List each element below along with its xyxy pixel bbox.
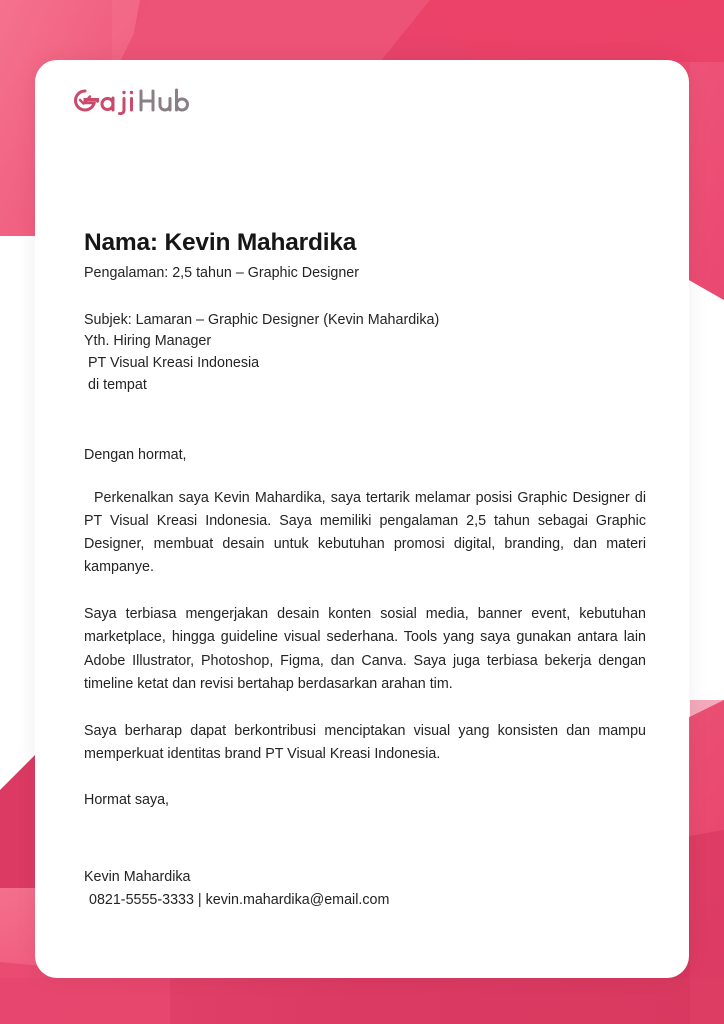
letter-content — [84, 228, 646, 912]
address-block — [84, 310, 646, 397]
signature-name: Kevin Mahardika — [84, 869, 191, 886]
body-paragraph-1: Perkenalkan saya Kevin Mahardika, saya tertarik melamar posisi Graphic Designer di PT Visual Kreasi Indonesia. Saya memiliki pengalaman 2,5 tahun sebagai Graphic Designer, membuat desain untuk kebutuhan promosi digital, branding, dan materi kampanye. — [84, 489, 646, 576]
gajihub-logo-mark — [65, 86, 190, 116]
gajihub-logo — [65, 84, 190, 118]
subject-line: Subjek: Lamaran – Graphic Designer (Kevin Mahardika) — [84, 311, 440, 328]
recipient-place: di tempat — [88, 376, 147, 393]
salutation: Dengan hormat, — [84, 446, 187, 463]
closing-line: Hormat saya, — [84, 792, 170, 809]
signature-contact: 0821-5555-3333 | kevin.mahardika@email.com — [89, 892, 390, 909]
recipient-company: PT Visual Kreasi Indonesia — [88, 355, 260, 372]
experience-line: Pengalaman: 2,5 tahun – Graphic Designer — [84, 265, 359, 282]
page-title: Nama: Kevin Mahardika — [84, 229, 357, 256]
letter-card-inner — [35, 60, 689, 978]
letter-card — [35, 60, 689, 978]
body-paragraph-3: Saya berharap dapat berkontribusi menciptakan visual yang konsisten dan mampu memperkuat identitas brand PT Visual Kreasi Indonesia. — [84, 722, 646, 762]
recipient-title: Yth. Hiring Manager — [84, 333, 212, 350]
body-paragraph-2: Saya terbiasa mengerjakan desain konten sosial media, banner event, kebutuhan marketplace, hingga guideline visual sederhana. Tools yang saya gunakan antara lain Adobe Illustrator, Photoshop, Figma, dan Canva. Saya juga terbiasa bekerja dengan timeline ketat dan revisi bertahap berdasarkan arahan tim. — [84, 606, 646, 692]
signature-block — [84, 866, 646, 912]
